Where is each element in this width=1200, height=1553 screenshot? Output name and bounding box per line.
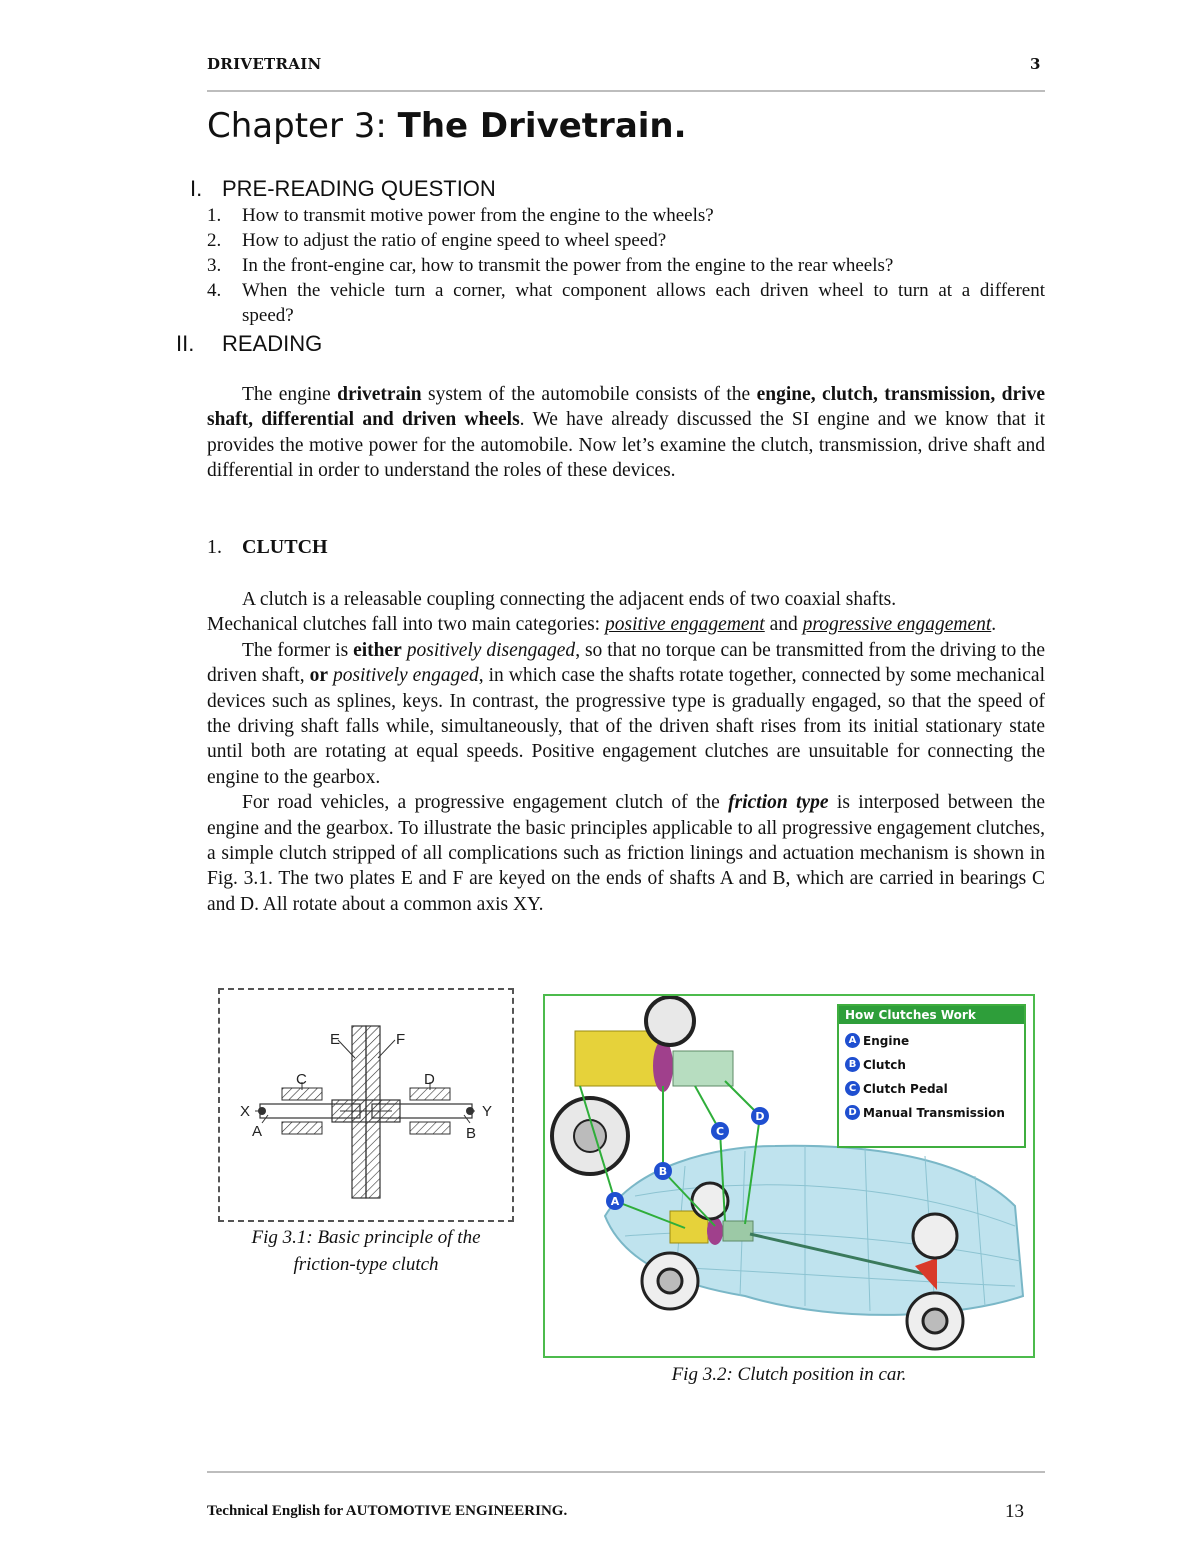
chapter-title <box>207 106 687 146</box>
shaft-end-y <box>466 1107 474 1115</box>
text-run: system of the automobile consists of the <box>421 384 757 405</box>
legend-label: Clutch <box>863 1057 906 1072</box>
text-run: . We have already discussed the SI engine and we know that it provides the motive power for the automobile. Now let’s examine the clutch, transmission, drive shaft and differential in order to understand the roles of these devices. <box>207 409 1045 482</box>
text-run: , in which case the shafts rotate together, connected by some mechanical devices such as splines, keys. In contrast, the progressive type is gradually engaged, so that the speed of the driving shaft falls while, simultaneously, that of the driven shaft rises from its initial stationary state until both are rotating at equal speeds. Positive engagement clutches are unsuitable for connecting the engine to the gearbox. <box>207 665 1045 788</box>
section-heading-reading <box>176 331 322 357</box>
chapter-prefix: Chapter 3: <box>207 106 398 146</box>
label-e: E <box>330 1031 341 1048</box>
callout-c-label: C <box>715 1125 725 1138</box>
bearing-c-bottom <box>282 1122 322 1134</box>
caption-line: Fig 3.1: Basic principle of the <box>251 1227 481 1248</box>
clutch-zoom <box>653 1040 673 1092</box>
footer-rule <box>207 1471 1045 1473</box>
transmission-zoom <box>673 1051 733 1086</box>
label-y: Y <box>482 1103 493 1120</box>
text-run-italic: positively engaged <box>332 665 479 687</box>
list-item <box>207 278 1045 328</box>
label-f: F <box>396 1031 406 1048</box>
transmission-lower <box>723 1221 753 1241</box>
text-run-underlined: progressive engagement <box>802 614 992 636</box>
paragraph <box>207 790 1045 917</box>
text-run: and <box>764 614 803 636</box>
legend-badge: A <box>845 1033 860 1048</box>
text-run-italic: positively disengaged <box>406 639 576 661</box>
paragraph <box>207 587 1045 612</box>
figure-3-2-caption: Fig 3.2: Clutch position in car. <box>671 1364 907 1385</box>
label-x: X <box>240 1103 251 1120</box>
section-number: II. <box>176 331 195 356</box>
subsection-heading-clutch <box>207 536 328 559</box>
legend-title: How Clutches Work <box>839 1006 1024 1024</box>
legend-label: Manual Transmission <box>863 1105 1005 1120</box>
text-run: Mechanical clutches fall into two main categories: <box>207 614 605 636</box>
text-run: . <box>991 614 997 636</box>
section-title: PRE-READING QUESTION <box>222 176 496 201</box>
wheel <box>646 997 694 1045</box>
legend-badge: D <box>845 1105 860 1120</box>
callout-d-label: D <box>755 1110 765 1123</box>
text-run: is interposed between the engine and the gearbox. To illustrate the basic principles applicable to all progressive engagement clutches, a simple clutch stripped of all complications such as friction linings and actuation mechanism is shown in Fig. 3.1. The two plates E and F are keyed on the ends of shafts A and B, which are carried in bearings C and D. All rotate about a common axis XY. <box>207 792 1045 915</box>
section-heading-prereading <box>190 176 496 202</box>
text-run-bold-italic: friction type <box>728 792 829 814</box>
list-text: How to transmit motive power from the engine to the wheels? <box>242 205 714 226</box>
text-run: , so that no torque can be transmitted from the driving to the driven shaft, <box>207 639 1046 687</box>
callout-b-label: B <box>658 1165 668 1178</box>
wheel <box>642 1253 698 1309</box>
text-run: A clutch is a releasable coupling connecting the adjacent ends of two coaxial shafts. <box>242 589 897 610</box>
list-number: 2. <box>207 230 222 251</box>
footer-title: Technical English for AUTOMOTIVE ENGINEERING. <box>207 1503 568 1519</box>
clutch-diagram-svg <box>220 990 512 1220</box>
figure-3-1-caption <box>218 1224 514 1278</box>
legend-label: Clutch Pedal <box>863 1081 948 1096</box>
text-run: For road vehicles, a progressive engagement clutch of the <box>242 792 729 814</box>
legend-badge: C <box>845 1081 860 1096</box>
header-rule <box>207 90 1045 92</box>
callout-a-label: A <box>610 1195 620 1208</box>
list-item <box>207 203 1045 228</box>
text-run-bold: or <box>309 665 328 687</box>
subsection-title: CLUTCH <box>242 536 328 558</box>
list-number: 4. <box>207 280 222 301</box>
text-run-bold: drivetrain <box>337 384 422 405</box>
question-list <box>207 203 1045 328</box>
wheel-hub <box>574 1120 606 1152</box>
label-c: C <box>296 1071 307 1088</box>
legend-item <box>845 1081 1018 1096</box>
running-header-title: DRIVETRAIN <box>207 55 322 73</box>
figure-clutch-position-car <box>543 994 1035 1358</box>
intro-paragraph <box>207 382 1045 484</box>
footer-page-number: 13 <box>1005 1501 1024 1522</box>
subsection-number: 1. <box>207 536 222 558</box>
legend-item <box>845 1105 1018 1120</box>
bearing-d-bottom <box>410 1122 450 1134</box>
paragraph <box>207 638 1045 790</box>
text-run-underlined: positive engagement <box>604 614 765 636</box>
legend-item <box>845 1057 1018 1072</box>
list-text: How to adjust the ratio of engine speed to wheel speed? <box>242 230 667 251</box>
clutch-paragraphs <box>207 587 1045 917</box>
paragraph <box>207 612 1045 637</box>
label-d: D <box>424 1071 435 1088</box>
text-run: The engine <box>242 384 338 405</box>
figure-clutch-diagram <box>218 988 514 1222</box>
list-number: 1. <box>207 205 222 226</box>
list-number: 3. <box>207 255 222 276</box>
wheel <box>907 1293 963 1349</box>
legend-label: Engine <box>863 1033 910 1048</box>
running-header-page: 3 <box>1030 55 1041 73</box>
list-text: In the front-engine car, how to transmit the power from the engine to the rear wheels? <box>242 255 894 276</box>
list-item <box>207 228 1045 253</box>
wheel <box>913 1214 957 1258</box>
text-run: The former is <box>242 639 354 661</box>
legend-box <box>837 1004 1026 1148</box>
legend-item <box>845 1033 1018 1048</box>
label-b: B <box>466 1125 477 1142</box>
section-number: I. <box>190 176 203 201</box>
text-run-bold: either <box>353 639 402 661</box>
list-item <box>207 253 1045 278</box>
list-text: When the vehicle turn a corner, what component allows each driven wheel to turn at a different speed? <box>242 280 1045 326</box>
shaft-end-x <box>258 1107 266 1115</box>
chapter-name: The Drivetrain. <box>397 106 687 146</box>
caption-line: friction-type clutch <box>293 1254 439 1275</box>
section-title: READING <box>222 331 323 356</box>
label-a: A <box>252 1123 263 1140</box>
legend-badge: B <box>845 1057 860 1072</box>
text-run-bold: engine, clutch, transmission, drive shaft, differential and driven wheels <box>207 384 1046 431</box>
